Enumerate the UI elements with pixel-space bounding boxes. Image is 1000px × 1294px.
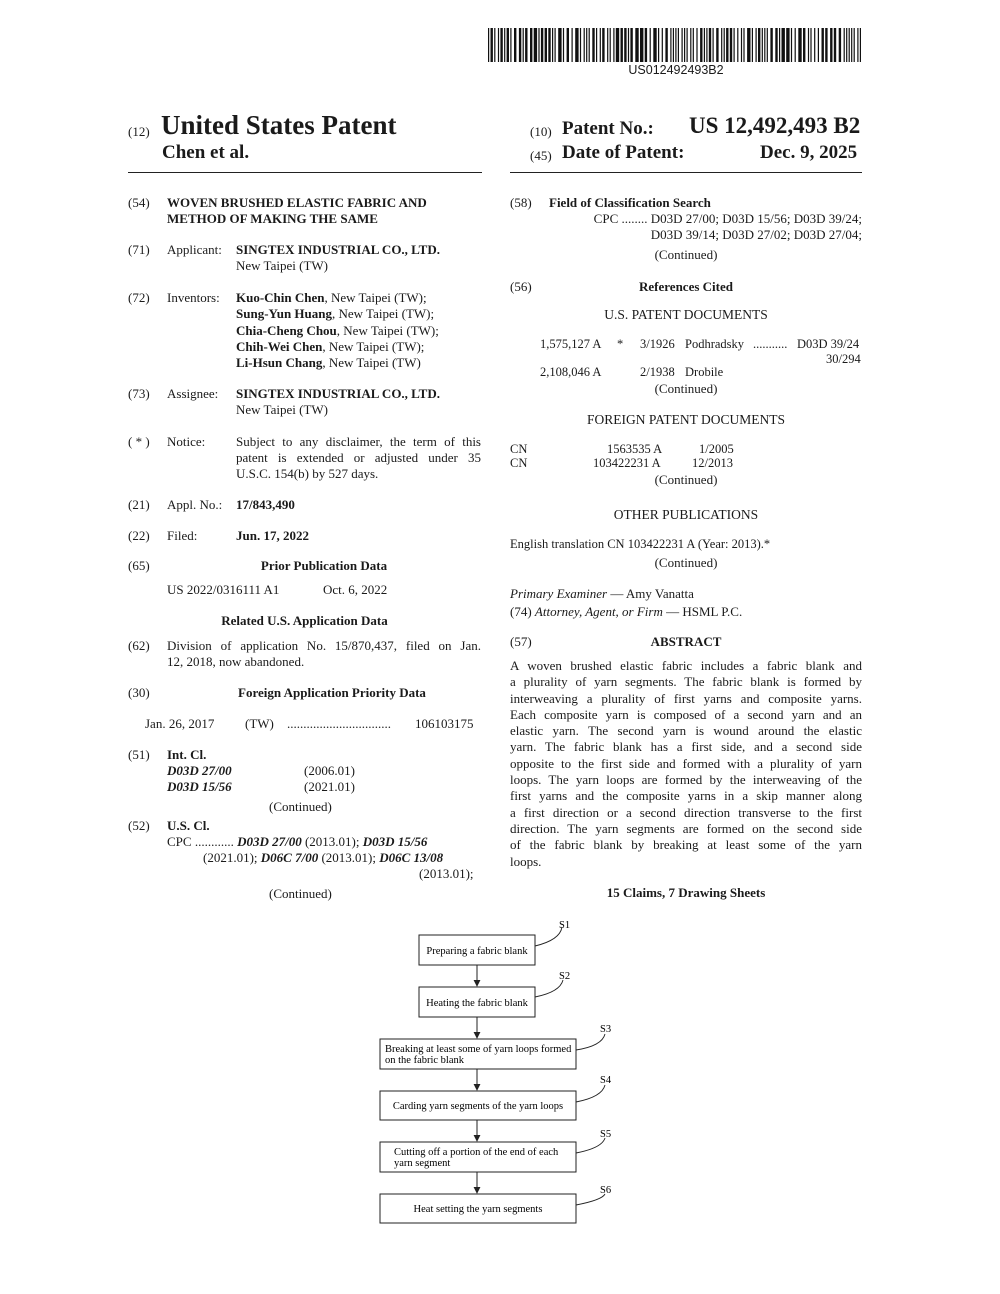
barcode-bar <box>678 28 679 62</box>
assignee-location: New Taipei (TW) <box>236 402 328 417</box>
barcode-bar <box>662 28 663 62</box>
code-22: (22) <box>128 528 150 543</box>
barcode-bar <box>534 28 537 62</box>
attorney-line <box>510 604 742 620</box>
barcode-bar <box>602 28 604 62</box>
barcode-bar <box>721 28 722 62</box>
barcode-bar <box>589 28 590 62</box>
other-pub-entry: English translation CN 103422231 A (Year: 2013).* <box>510 537 771 551</box>
barcode-bar <box>525 28 527 62</box>
barcode-bar <box>762 28 763 62</box>
cpc-version: (2013.01); <box>318 850 380 865</box>
cpc-code: D06C 13/08 <box>379 850 444 865</box>
barcode-bar <box>628 28 629 62</box>
code-21: (21) <box>128 497 150 512</box>
notice-line-2: patent is extended or adjusted under 35 <box>236 450 481 465</box>
step-label-s5: S5 <box>600 1129 612 1140</box>
barcode-bar <box>704 28 705 62</box>
step-text-s4: Carding yarn segments of the yarn loops <box>392 1101 564 1112</box>
abstract-body <box>510 658 862 870</box>
patent-no-label: Patent No.: <box>562 118 654 139</box>
foreign-priority-heading: Foreign Application Priority Data <box>238 685 426 700</box>
step-text-s3: Breaking at least some of yarn loops formed <box>385 1044 572 1055</box>
barcode-bar <box>600 28 601 62</box>
us-cl-continued: (Continued) <box>269 886 332 901</box>
barcode-bar <box>795 28 796 62</box>
barcode-bar <box>592 28 594 62</box>
leader-s5 <box>576 1138 605 1153</box>
barcode-bar <box>630 28 632 62</box>
barcode-bar <box>665 28 667 62</box>
code-51: (51) <box>128 747 150 762</box>
applicant-location: New Taipei (TW) <box>236 258 328 273</box>
abstract-line: a plurality of yarn segments. The fabric blank is formed by <box>510 674 862 690</box>
code-71: (71) <box>128 242 150 257</box>
barcode-bar <box>822 28 824 62</box>
barcode-bar <box>854 28 855 62</box>
barcode-bar <box>504 28 505 62</box>
barcode-bar <box>658 28 659 62</box>
barcode-bar <box>770 28 772 62</box>
abstract-line: of the fabric blank by breaking at least some of the yarn <box>510 837 862 853</box>
barcode-bar <box>706 28 707 62</box>
barcode-bar <box>844 28 845 62</box>
process-flowchart <box>360 912 640 1232</box>
barcode-bar <box>775 28 777 62</box>
code-30: (30) <box>128 685 150 700</box>
barcode-bar <box>645 28 647 62</box>
inventor-name: Kuo-Chin Chen <box>236 290 325 305</box>
us-doc-name: Drobile <box>685 365 724 379</box>
barcode-bar <box>700 28 702 62</box>
barcode-bar <box>580 28 581 62</box>
filed-label: Filed: <box>167 528 198 543</box>
barcode-bar <box>498 28 499 62</box>
int-cl-continued: (Continued) <box>269 799 332 814</box>
barcode-bar <box>519 28 521 62</box>
code-12: (12) <box>128 124 150 139</box>
barcode-bar <box>830 28 832 62</box>
foreign-doc-number: 103422231 A <box>593 456 661 470</box>
foreign-doc-country: CN <box>510 456 528 470</box>
abstract-line: opposite to the first side and formed with a plurality of yarn <box>510 755 862 771</box>
barcode-bar <box>584 28 585 62</box>
code-72: (72) <box>128 290 150 305</box>
foreign-docs-continued: (Continued) <box>654 472 718 487</box>
us-doc-class-2: 30/294 <box>826 352 861 366</box>
appl-no-label: Appl. No.: <box>167 497 223 512</box>
appl-no: 17/843,490 <box>236 497 295 512</box>
barcode-bar <box>494 28 495 62</box>
barcode-bar <box>849 28 850 62</box>
prior-pub-number: US 2022/0316111 A1 <box>167 582 280 597</box>
code-62: (62) <box>128 638 150 653</box>
inventor-entry <box>236 355 439 371</box>
code-74: (74) <box>510 604 532 619</box>
int-cl-code: D03D 27/00 <box>167 763 232 778</box>
step-text-s3-line2: on the fabric blank <box>385 1055 465 1066</box>
barcode-bar <box>635 28 638 62</box>
foreign-priority-dots: ................................ <box>287 716 391 731</box>
barcode-bar <box>548 28 550 62</box>
barcode-bar <box>650 28 651 62</box>
foreign-priority-number: 106103175 <box>415 716 474 731</box>
field-search-line-1: CPC ........ D03D 27/00; D03D 15/56; D03D 39/24; <box>593 211 862 226</box>
invention-title-2: METHOD OF MAKING THE SAME <box>167 211 378 226</box>
foreign-doc-number: 1563535 A <box>607 442 663 456</box>
barcode-bar <box>713 28 714 62</box>
step-label-s3: S3 <box>600 1024 612 1035</box>
code-notice: ( * ) <box>128 434 150 449</box>
barcode-bar <box>696 28 697 62</box>
notice-label: Notice: <box>167 434 206 449</box>
barcode-bar <box>786 28 789 62</box>
us-doc-class: D03D 39/24 <box>797 337 860 351</box>
cpc-label: CPC <box>167 834 192 849</box>
leader-s3 <box>576 1034 605 1050</box>
inventor-name: Sung-Yun Huang <box>236 306 332 322</box>
foreign-doc-country: CN <box>510 442 528 456</box>
filed-date: Jun. 17, 2022 <box>236 528 309 543</box>
barcode-bar <box>523 28 524 62</box>
leader-s2 <box>535 980 563 997</box>
barcode-bar <box>716 28 718 62</box>
barcode-bar <box>673 28 674 62</box>
barcode-bar <box>737 28 738 62</box>
attorney-label: Attorney, Agent, or Firm <box>534 604 663 619</box>
cpc-version: (2013.01); <box>301 834 363 849</box>
us-doc-date: 3/1926 <box>640 337 675 351</box>
barcode <box>488 28 863 62</box>
barcode-bar <box>693 28 694 62</box>
step-label-s6: S6 <box>600 1185 612 1196</box>
barcode-bar <box>709 28 711 62</box>
barcode-bar <box>624 28 626 62</box>
inventor-location: , New Taipei (TW); <box>332 306 435 322</box>
cpc-code: D03D 15/56 <box>362 834 428 849</box>
barcode-bar <box>818 28 819 62</box>
field-search-heading: Field of Classification Search <box>549 195 711 210</box>
abstract-line: loops. The yarn loops are formed by the interweaving of the <box>510 772 862 788</box>
barcode-bar <box>814 28 815 62</box>
inventor-name: Chih-Wei Chen <box>236 338 323 354</box>
barcode-number: US012492493B2 <box>628 63 724 77</box>
us-doc-dots: ........... <box>753 337 788 351</box>
step-text-s6: Heat setting the yarn segments <box>413 1204 543 1215</box>
barcode-bar <box>538 28 539 62</box>
barcode-bar <box>730 28 732 62</box>
barcode-bar <box>567 28 569 62</box>
barcode-bar <box>616 28 619 62</box>
applicant-name: SINGTEX INDUSTRIAL CO., LTD. <box>236 242 440 257</box>
foreign-doc-date: 1/2005 <box>699 442 734 456</box>
abstract-line: first yarns and the composite yarns in a skip manner along <box>510 788 862 804</box>
barcode-bar <box>834 28 836 62</box>
notice-line-3: U.S.C. 154(b) by 527 days. <box>236 466 379 481</box>
attorney-name: — HSML P.C. <box>662 604 743 619</box>
barcode-bar <box>545 28 547 62</box>
barcode-bar <box>563 28 564 62</box>
barcode-bar <box>808 28 809 62</box>
abstract-line: A woven brushed elastic fabric includes a fabric blank and <box>510 658 862 673</box>
code-10: (10) <box>530 124 552 139</box>
barcode-bar <box>558 28 561 62</box>
assignee-name: SINGTEX INDUSTRIAL CO., LTD. <box>236 386 440 401</box>
inventor-location: , New Taipei (TW); <box>322 338 425 354</box>
inventor-list <box>236 290 439 371</box>
us-cl-line-2 <box>203 850 443 866</box>
barcode-bar <box>798 28 801 62</box>
us-doc-number: 2,108,046 A <box>540 365 602 379</box>
barcode-bar <box>690 28 691 62</box>
barcode-bar <box>825 28 827 62</box>
foreign-priority-date: Jan. 26, 2017 <box>145 716 215 731</box>
us-docs-continued: (Continued) <box>654 381 718 396</box>
code-58: (58) <box>510 195 532 210</box>
int-cl-version: (2021.01) <box>304 779 355 794</box>
us-doc-name: Podhradsky <box>685 337 745 351</box>
other-pub-heading: OTHER PUBLICATIONS <box>613 507 759 522</box>
barcode-bar <box>782 28 785 62</box>
examiner-name: — Amy Vanatta <box>607 586 694 601</box>
inventor-entry <box>236 290 439 306</box>
inventor-location: , New Taipei (TW); <box>336 322 439 338</box>
barcode-bar <box>846 28 847 62</box>
cpc-code: D06C 7/00 <box>260 850 319 865</box>
barcode-bar <box>653 28 656 62</box>
barcode-bar <box>541 28 543 62</box>
patent-date: Dec. 9, 2025 <box>760 142 858 163</box>
step-text-s1: Preparing a fabric blank <box>426 946 528 957</box>
barcode-bar <box>791 28 792 62</box>
barcode-bar <box>675 28 676 62</box>
step-label-s1: S1 <box>559 920 571 931</box>
field-search-line-2: D03D 39/14; D03D 27/02; D03D 27/04; <box>650 227 862 242</box>
code-54: (54) <box>128 195 150 210</box>
barcode-bar <box>530 28 532 62</box>
division-line-2: 12, 2018, now abandoned. <box>167 654 305 669</box>
leader-s4 <box>576 1085 605 1102</box>
barcode-bar <box>779 28 780 62</box>
barcode-bar <box>734 28 735 62</box>
related-app-heading: Related U.S. Application Data <box>221 613 388 628</box>
barcode-bar <box>741 28 742 62</box>
patent-number: US 12,492,493 B2 <box>689 113 861 138</box>
barcode-bar <box>613 28 614 62</box>
abstract-line: loops. <box>510 853 542 869</box>
code-65: (65) <box>128 558 150 573</box>
barcode-bar <box>555 28 556 62</box>
barcode-bar <box>810 28 811 62</box>
us-docs-heading: U.S. PATENT DOCUMENTS <box>604 307 768 322</box>
abstract-line: elastic yarn. The second yarn is wound around the elastic <box>510 723 862 739</box>
cpc-version: (2021.01); <box>203 850 261 865</box>
barcode-bar <box>743 28 744 62</box>
barcode-bar <box>803 28 805 62</box>
barcode-bar <box>488 28 489 62</box>
barcode-bar <box>851 28 852 62</box>
date-label: Date of Patent: <box>562 142 685 163</box>
cpc-code: D03D 27/00 <box>237 834 302 849</box>
abstract-line: a first direction or a second direction transverse to the first <box>510 804 862 820</box>
foreign-priority-country: (TW) <box>245 716 274 731</box>
abstract-line: interweaving a plurality of first yarns and composite yarns. <box>510 690 862 706</box>
code-56: (56) <box>510 279 532 294</box>
barcode-bar <box>586 28 587 62</box>
barcode-bar <box>682 28 683 62</box>
step-label-s4: S4 <box>600 1075 612 1086</box>
barcode-bar <box>752 28 753 62</box>
us-cl-label: U.S. Cl. <box>167 818 210 833</box>
field-search-continued: (Continued) <box>654 247 718 262</box>
barcode-bar <box>491 28 493 62</box>
barcode-bar <box>756 28 757 62</box>
us-doc-number: 1,575,127 A <box>540 337 602 351</box>
step-text-s5-line2: yarn segment <box>394 1158 451 1169</box>
barcode-bar <box>726 28 728 62</box>
inventor-entry <box>236 306 439 322</box>
us-cl-line-1 <box>167 834 427 850</box>
barcode-bar <box>767 28 768 62</box>
barcode-bar <box>500 28 502 62</box>
us-doc-star: * <box>617 337 624 351</box>
step-text-s2: Heating the fabric blank <box>426 998 528 1009</box>
division-line-1: Division of application No. 15/870,437, filed on Jan. <box>167 638 481 653</box>
authors: Chen et al. <box>162 142 250 163</box>
barcode-bar <box>610 28 611 62</box>
us-cl-line-3: (2013.01); <box>419 866 474 881</box>
inventor-location: , New Taipei (TW); <box>324 290 427 305</box>
barcode-bar <box>857 28 858 62</box>
invention-title-1: WOVEN BRUSHED ELASTIC FABRIC AND <box>167 195 427 210</box>
foreign-docs-heading: FOREIGN PATENT DOCUMENTS <box>586 412 786 427</box>
header-rule-right <box>510 172 862 173</box>
inventor-location: , New Taipei (TW) <box>322 355 421 371</box>
inventor-name: Li-Hsun Chang <box>236 355 323 371</box>
claims-summary: 15 Claims, 7 Drawing Sheets <box>606 885 766 900</box>
other-pub-continued: (Continued) <box>654 555 718 570</box>
barcode-bar <box>670 28 671 62</box>
abstract-line: direction. The yarn segments are formed on the second side <box>510 820 862 836</box>
inventors-label: Inventors: <box>167 290 220 305</box>
examiner-label: Primary Examiner <box>510 586 608 601</box>
references-heading: References Cited <box>639 279 733 294</box>
barcode-bar <box>764 28 765 62</box>
code-73: (73) <box>128 386 150 401</box>
barcode-bar <box>510 28 511 62</box>
barcode-bar <box>607 28 608 62</box>
step-label-s2: S2 <box>559 971 571 982</box>
int-cl-version: (2006.01) <box>304 763 355 778</box>
barcode-bar <box>514 28 516 62</box>
barcode-bar <box>758 28 760 62</box>
code-57: (57) <box>510 634 532 649</box>
barcode-bar <box>724 28 725 62</box>
code-45: (45) <box>530 148 552 163</box>
prior-pub-heading: Prior Publication Data <box>260 558 388 573</box>
abstract-heading: ABSTRACT <box>650 634 722 649</box>
abstract-line: Each composite yarn is composed of a second yarn and an <box>510 706 862 722</box>
foreign-doc-date: 12/2013 <box>692 456 733 470</box>
barcode-bar <box>596 28 597 62</box>
notice-line-1: Subject to any disclaimer, the term of this <box>236 434 481 449</box>
barcode-bar <box>747 28 750 62</box>
inventor-name: Chia-Cheng Chou <box>236 322 337 338</box>
cpc-dots: ............ <box>194 834 234 849</box>
barcode-bar <box>507 28 509 62</box>
barcode-bar <box>640 28 643 62</box>
barcode-bar <box>687 28 688 62</box>
barcode-bar <box>621 28 623 62</box>
int-cl-code: D03D 15/56 <box>167 779 232 794</box>
barcode-bar <box>860 28 861 62</box>
assignee-label: Assignee: <box>167 386 219 401</box>
us-doc-date: 2/1938 <box>640 365 675 379</box>
barcode-bar <box>552 28 553 62</box>
code-52: (52) <box>128 818 150 833</box>
header-rule-left <box>128 172 482 173</box>
int-cl-label: Int. Cl. <box>167 747 207 762</box>
barcode-bar <box>839 28 841 62</box>
examiner-line <box>510 586 694 602</box>
inventor-entry <box>236 323 439 339</box>
applicant-label: Applicant: <box>167 242 222 257</box>
barcode-bar <box>575 28 578 62</box>
barcode-bar <box>684 28 685 62</box>
inventor-entry <box>236 339 439 355</box>
barcode-bar <box>572 28 573 62</box>
prior-pub-date: Oct. 6, 2022 <box>323 582 388 597</box>
leader-s1 <box>535 927 562 946</box>
abstract-line: yarn. The fabric blank has a first side, and a second side <box>510 739 862 755</box>
document-title: United States Patent <box>161 110 397 140</box>
step-text-s5: Cutting off a portion of the end of each <box>394 1147 559 1158</box>
